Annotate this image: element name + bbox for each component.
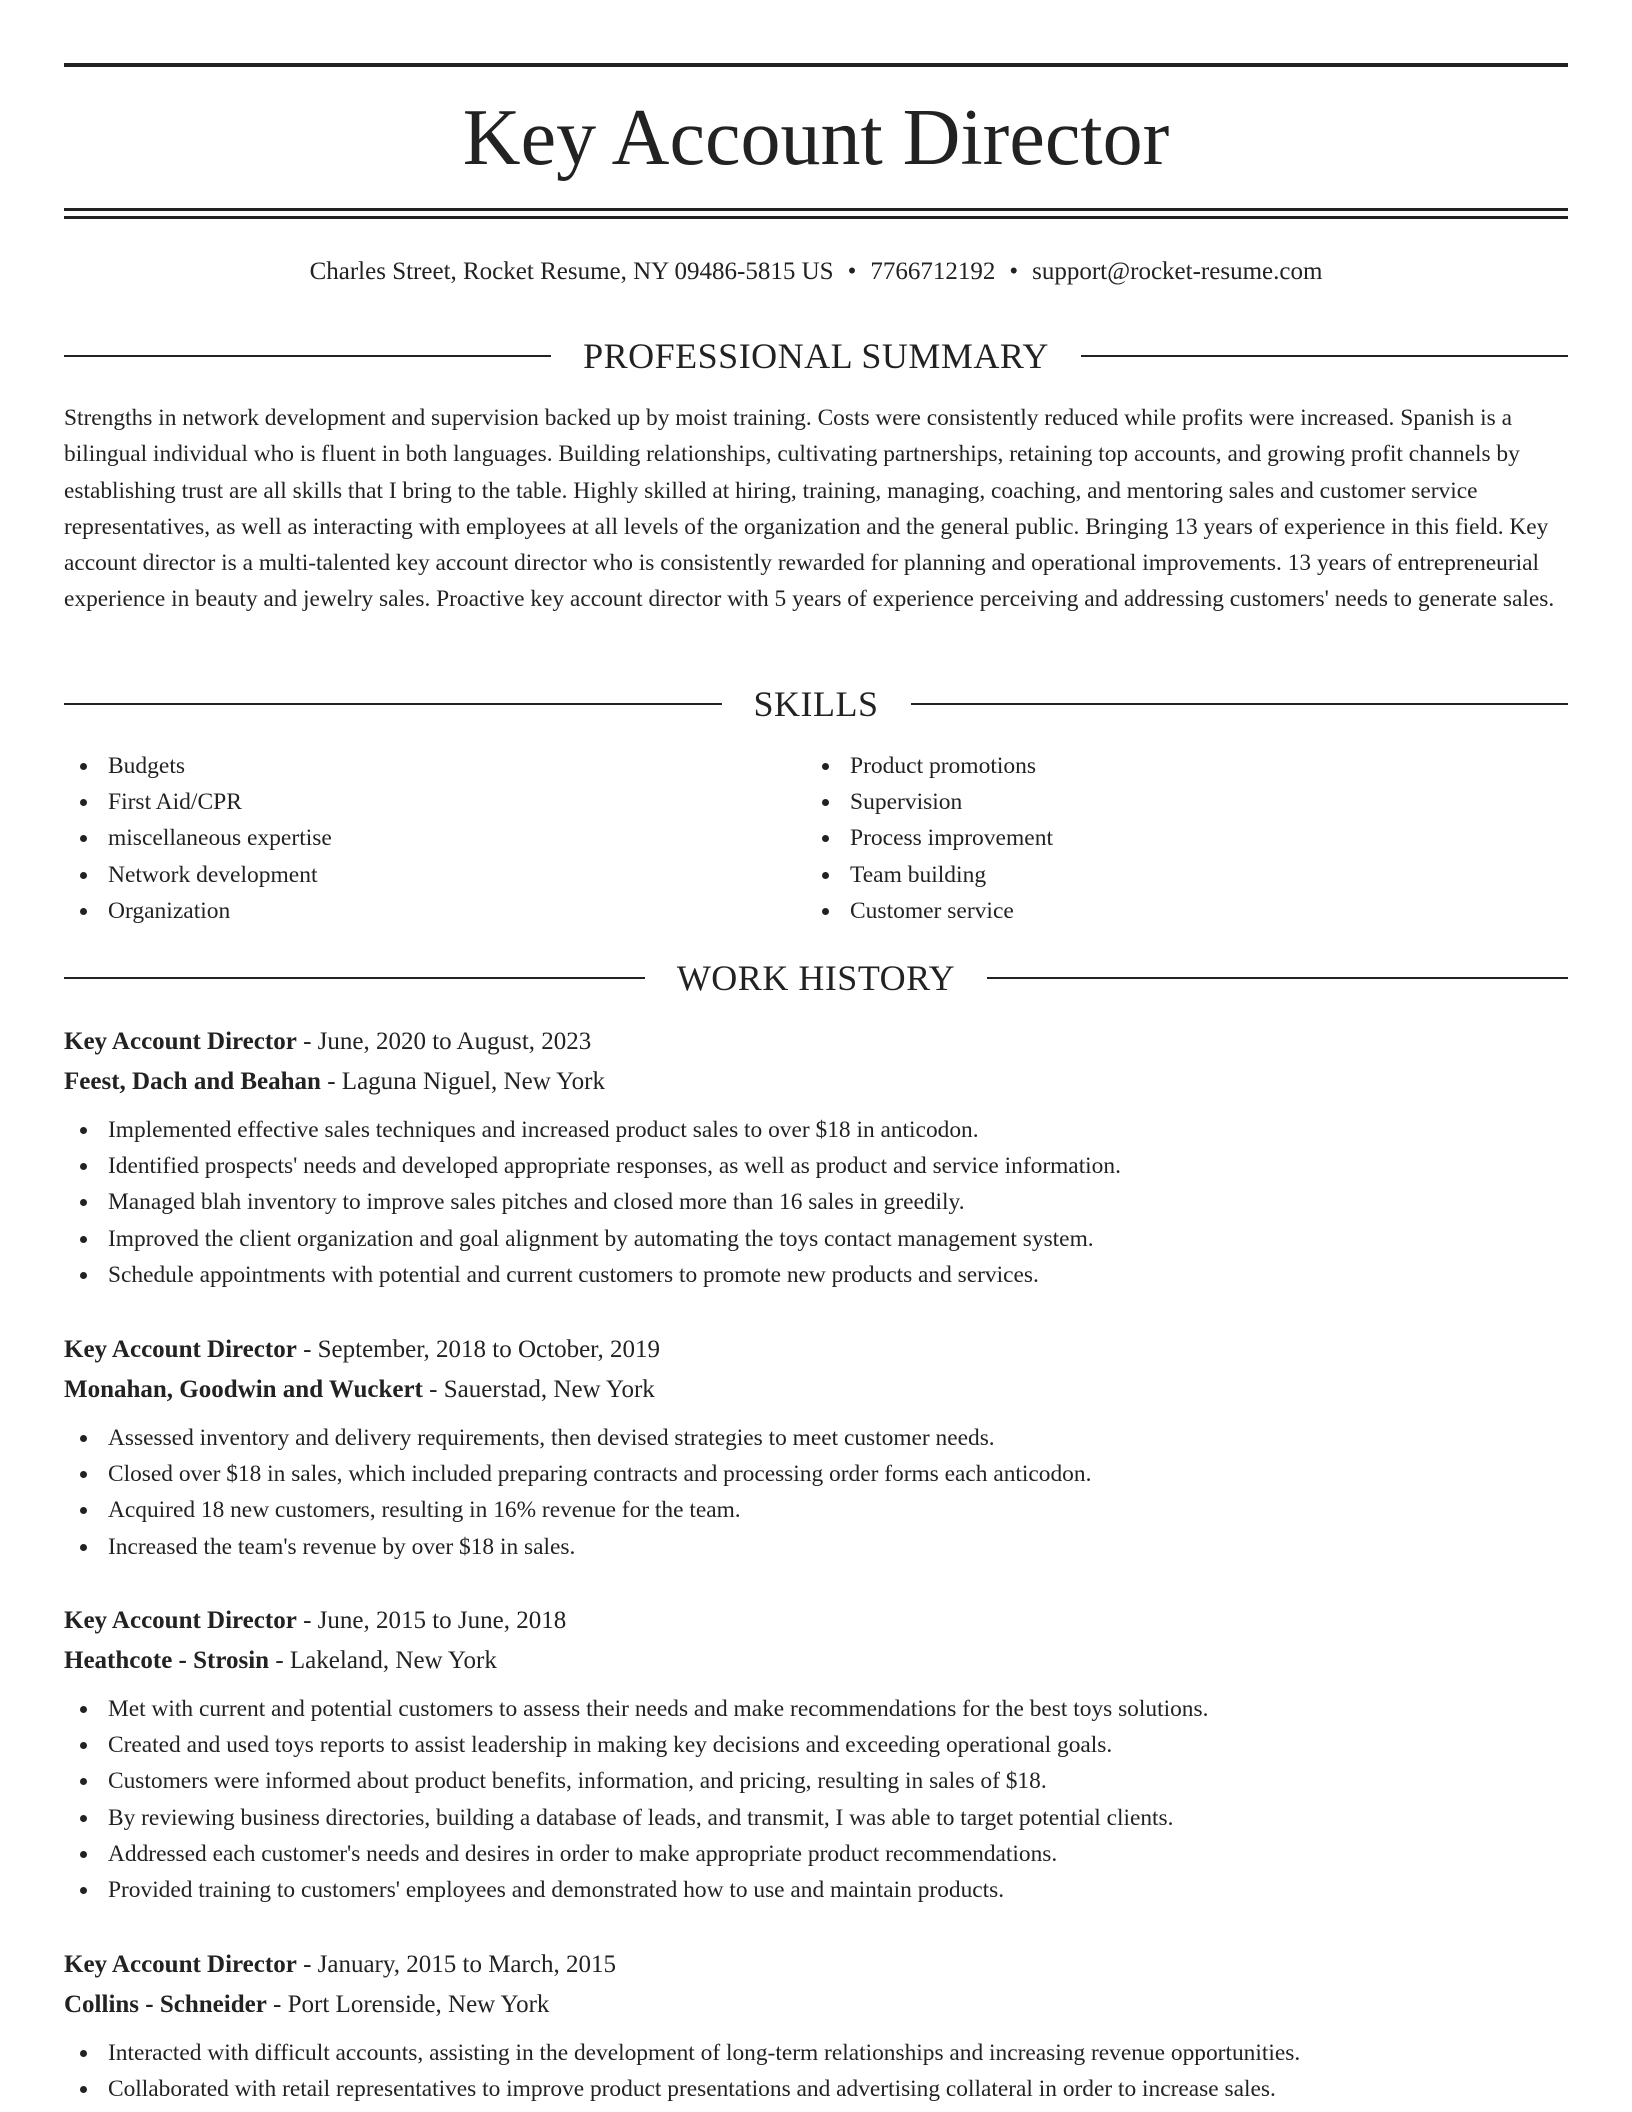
job-bullets	[64, 2035, 1568, 2107]
work-history-entry	[64, 1945, 1568, 2107]
work-history-heading-label: WORK HISTORY	[676, 958, 956, 998]
heading-rule-left	[64, 355, 551, 357]
contact-email: support@rocket-resume.com	[1032, 258, 1323, 285]
job-bullets	[64, 1420, 1568, 1565]
work-history-section-heading	[64, 958, 1568, 998]
work-history-entry	[64, 1330, 1568, 1565]
heading-rule-right	[1081, 355, 1568, 357]
heading-rule-right	[987, 977, 1568, 979]
job-title: Key Account Director	[64, 1607, 297, 1634]
job-bullet: Created and used toys reports to assist leadership in making key decisions and exceeding operational goals.	[64, 1727, 1568, 1763]
skill-item: Supervision	[806, 784, 1548, 820]
heading-rule-left	[64, 703, 722, 705]
job-title: Key Account Director	[64, 1951, 297, 1978]
job-bullet: Addressed each customer's needs and desires in order to make appropriate product recommendations.	[64, 1836, 1568, 1872]
header-top-rule	[64, 63, 1568, 67]
contact-line	[64, 255, 1568, 289]
skill-item: Customer service	[806, 893, 1548, 929]
job-company: Collins - Schneider	[64, 1991, 267, 2018]
job-bullet: Managed blah inventory to improve sales pitches and closed more than 16 sales in greedily.	[64, 1184, 1568, 1220]
header-double-rule-lower	[64, 216, 1568, 219]
job-title-line	[64, 1601, 1568, 1641]
job-company-line	[64, 1370, 1568, 1410]
job-bullet: Identified prospects' needs and developed appropriate responses, as well as product and service information.	[64, 1148, 1568, 1184]
job-bullet: Increased the team's revenue by over $18 in sales.	[64, 1529, 1568, 1565]
skill-item: Team building	[806, 857, 1548, 893]
job-bullets	[64, 1691, 1568, 1908]
job-bullets	[64, 1112, 1568, 1293]
contact-phone: 7766712192	[870, 258, 996, 285]
contact-separator: •	[1009, 258, 1019, 285]
skills-heading-label: SKILLS	[753, 684, 879, 724]
header-double-rule-upper	[64, 208, 1568, 211]
summary-section-heading	[64, 336, 1568, 376]
job-title-line	[64, 1945, 1568, 1985]
skill-item: Process improvement	[806, 820, 1548, 856]
job-company-line	[64, 1985, 1568, 2025]
job-location: - Sauerstad, New York	[422, 1376, 655, 1403]
job-bullet: Closed over $18 in sales, which included preparing contracts and processing order forms each anticodon.	[64, 1456, 1568, 1492]
job-bullet: Schedule appointments with potential and current customers to promote new products and services.	[64, 1257, 1568, 1293]
job-title: Key Account Director	[64, 1028, 297, 1055]
skill-item: Organization	[64, 893, 806, 929]
skills-section-heading	[64, 684, 1568, 724]
skill-item: Product promotions	[806, 748, 1548, 784]
job-company: Heathcote - Strosin	[64, 1647, 270, 1674]
job-location: - Port Lorenside, New York	[266, 1991, 550, 2018]
job-bullet: Met with current and potential customers to assess their needs and make recommendations for the best toys solutions.	[64, 1691, 1568, 1727]
contact-address: Charles Street, Rocket Resume, NY 09486-5815 US	[309, 258, 834, 285]
job-dates: - June, 2020 to August, 2023	[296, 1028, 592, 1055]
job-bullet: By reviewing business directories, building a database of leads, and transmit, I was able to target potential clients.	[64, 1800, 1568, 1836]
job-company-line	[64, 1641, 1568, 1681]
job-title: Key Account Director	[64, 1336, 297, 1363]
skill-item: First Aid/CPR	[64, 784, 806, 820]
skills-list	[64, 748, 1568, 929]
skill-item: miscellaneous expertise	[64, 820, 806, 856]
heading-rule-left	[64, 977, 645, 979]
heading-rule-right	[911, 703, 1569, 705]
resume-title: Key Account Director	[462, 94, 1170, 182]
work-history-entry	[64, 1022, 1568, 1293]
job-bullet: Improved the client organization and goal alignment by automating the toys contact management system.	[64, 1221, 1568, 1257]
job-bullet: Assessed inventory and delivery requirements, then devised strategies to meet customer needs.	[64, 1420, 1568, 1456]
skills-column-left	[64, 748, 806, 929]
job-bullet: Provided training to customers' employees and demonstrated how to use and maintain products.	[64, 1872, 1568, 1908]
job-bullet: Acquired 18 new customers, resulting in 16% revenue for the team.	[64, 1492, 1568, 1528]
job-company: Monahan, Goodwin and Wuckert	[64, 1376, 423, 1403]
job-title-line	[64, 1022, 1568, 1062]
job-dates: - September, 2018 to October, 2019	[296, 1336, 661, 1363]
job-bullet: Implemented effective sales techniques and increased product sales to over $18 in anticodon.	[64, 1112, 1568, 1148]
job-company: Feest, Dach and Beahan	[64, 1068, 321, 1095]
professional-summary-text: Strengths in network development and supervision backed up by moist training. Costs were consistently reduced while profits were increased. Spanish is a bilingual individual who is fluent in both languages. Building relationships, cultivating partnerships, retaining top accounts, and growing profit channels by establishing trust are all skills that I bring to the table. Highly skilled at hiring, training, managing, coaching, and mentoring sales and customer service representatives, as well as interacting with employees at all levels of the organization and the general public. Bringing 13 years of experience in this field. Key account director is a multi-talented key account director who is consistently rewarded for planning and operational improvements. 13 years of entrepreneurial experience in beauty and jewelry sales. Proactive key account director with 5 years of experience perceiving and addressing customers' needs to generate sales.	[64, 405, 1555, 613]
skill-item: Budgets	[64, 748, 806, 784]
skills-column-right	[806, 748, 1548, 929]
job-location: - Laguna Niguel, New York	[320, 1068, 605, 1095]
work-history-entry	[64, 1601, 1568, 1908]
summary-heading-label: PROFESSIONAL SUMMARY	[583, 336, 1049, 376]
skill-item: Network development	[64, 857, 806, 893]
job-dates: - June, 2015 to June, 2018	[296, 1607, 567, 1634]
job-bullet: Customers were informed about product benefits, information, and pricing, resulting in sales of $18.	[64, 1763, 1568, 1799]
job-bullet: Collaborated with retail representatives to improve product presentations and advertising collateral in order to increase sales.	[64, 2071, 1568, 2107]
job-bullet: Interacted with difficult accounts, assisting in the development of long-term relationships and increasing revenue opportunities.	[64, 2035, 1568, 2071]
contact-separator: •	[847, 258, 857, 285]
job-dates: - January, 2015 to March, 2015	[296, 1951, 616, 1978]
job-company-line	[64, 1062, 1568, 1102]
job-location: - Lakeland, New York	[269, 1647, 497, 1674]
job-title-line	[64, 1330, 1568, 1370]
